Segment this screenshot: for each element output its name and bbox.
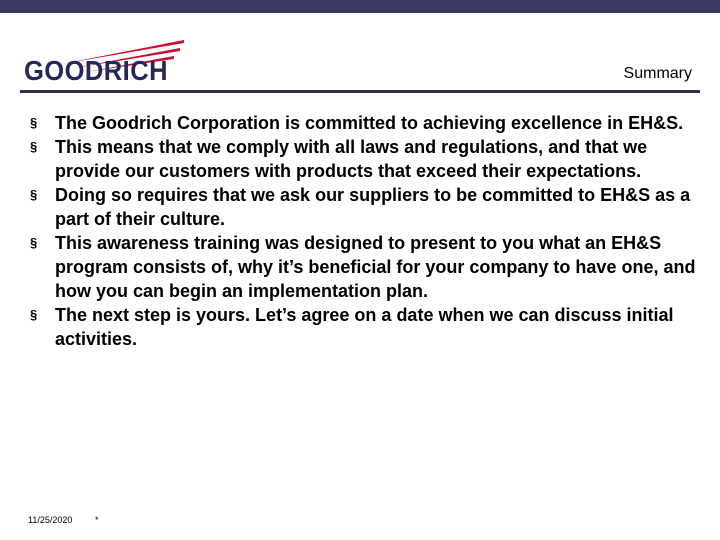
bullet-text: The Goodrich Corporation is committed to achieving excellence in EH&S.: [55, 113, 684, 133]
bullet-marker-icon: §: [30, 187, 38, 202]
bullet-marker-icon: §: [30, 307, 38, 322]
bullet-text: This means that we comply with all laws and regulations, and that we provide our customers with products that exceed their expectations.: [55, 137, 648, 181]
bullet-list: [30, 111, 702, 351]
bullet-marker-icon: §: [30, 139, 38, 154]
slide-title: Summary: [623, 65, 692, 82]
bullet-marker-icon: §: [30, 115, 38, 130]
bullet-text: Doing so requires that we ask our suppliers to be committed to EH&S as a part of their culture.: [55, 185, 691, 229]
footer-date: 11/25/2020: [28, 515, 73, 525]
footer-page-number: *: [95, 515, 99, 525]
bullet-item: [30, 183, 702, 231]
bullet-item: [30, 303, 702, 351]
bullet-item: [30, 111, 702, 135]
logo-wordmark: GOODRICH: [24, 55, 168, 86]
goodrich-logo: [22, 34, 192, 90]
bullet-item: [30, 135, 702, 183]
header-divider: [20, 90, 700, 93]
bullet-marker-icon: §: [30, 235, 38, 250]
bullet-text: This awareness training was designed to present to you what an EH&S program consists of, why it’s beneficial for your company to have one, and how you can begin an implementation plan.: [55, 233, 696, 301]
bullet-text: The next step is yours. Let’s agree on a date when we can discuss initial activities.: [55, 305, 674, 349]
top-accent-bar: [0, 0, 720, 13]
goodrich-logo-graphic: [22, 34, 192, 90]
bullet-item: [30, 231, 702, 303]
